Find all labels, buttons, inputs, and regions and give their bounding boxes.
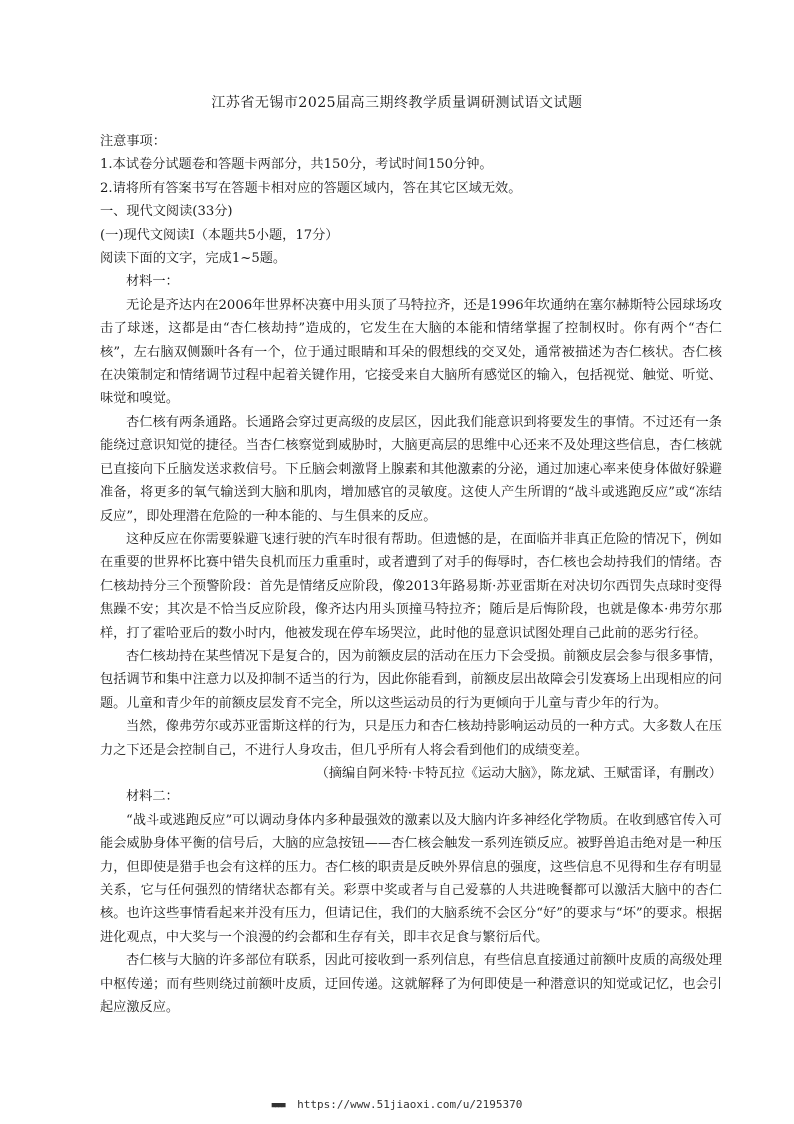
- material1-paragraph: 当然，像弗劳尔或苏亚雷斯这样的行为，只是压力和杏仁核劫持影响运动员的一种方式。大多数人在压力之下还是会控制自己，不进行人身攻击，但几乎所有人将会看到他们的成绩变差。: [100, 719, 722, 758]
- document-title: 江苏省无锡市2025届高三期终教学质量调研测试语文试题: [211, 95, 583, 111]
- material2-paragraph: “战斗或逃跑反应”可以调动身体内多种最强效的激素以及大脑内许多神经化学物质。在收到感官传入可能会威胁身体平衡的信号后，大脑的应急按钮——杏仁核会触发一系列连锁反应。被野兽追击绝对是一种压力，但即使是猎手也会有这样的压力。杏仁核的职责是反映外界信息的强度，这些信息不见得和生存有明显关系，它与任何强烈的情绪状态都有关。彩票中奖或者与自己爱慕的人共进晚餐都可以激活大脑中的杏仁核。也许这些事情看起来并没有压力，但请记住，我们的大脑系统不会区分“好”的要求与“坏”的要求。根据进化观点，中大奖与一个浪漫的约会都和生存有关，即丰衣足食与繁衍后代。: [100, 812, 722, 945]
- subsection-heading: (一)现代文阅读Ⅰ（本题共5小题，17分）: [100, 227, 339, 243]
- reading-instruction: 阅读下面的文字，完成1~5题。: [100, 251, 287, 267]
- material2-label: 材料二：: [126, 789, 179, 805]
- page-footer: [0, 1098, 794, 1111]
- material1-label: 材料一：: [126, 274, 179, 290]
- notice-item-1: 1.本试卷分试题卷和答题卡两部分，共150分，考试时间150分钟。: [100, 157, 493, 173]
- material1-source: （摘编自阿米特·卡特瓦拉《运动大脑》，陈龙斌、王赋雷译，有删改）: [315, 765, 722, 781]
- section-heading: 一、现代文阅读(33分): [100, 204, 233, 220]
- material2-paragraph: 杏仁核与大脑的许多部位有联系，因此可接收到一系列信息，有些信息直接通过前额叶皮质的高级处理中枢传递；而有些则绕过前额叶皮质，迂回传递。这就解释了为何即使是一种潜意识的知觉或记忆，也会引起应激反应。: [100, 953, 722, 1016]
- material1-paragraph: 无论是齐达内在2006年世界杯决赛中用头顶了马特拉齐，还是1996年坎通纳在塞尔赫斯特公园球场攻击了球迷，这都是由“杏仁核劫持”造成的，它发生在大脑的本能和情绪掌握了控制权时。你有两个“杏仁核”，左右脑双侧颞叶各有一个，位于通过眼睛和耳朵的假想线的交叉处，通常被描述为杏仁核状。杏仁核在决策制定和情绪调节过程中起着关键作用，它接受来自大脑所有感觉区的输入，包括视觉、触觉、听觉、味觉和嗅觉。: [100, 297, 722, 407]
- notice-item-2: 2.请将所有答案书写在答题卡相对应的答题区域内，答在其它区域无效。: [100, 180, 522, 196]
- material1-paragraph: 杏仁核有两条通路。长通路会穿过更高级的皮层区，因此我们能意识到将要发生的事情。不过还有一条能绕过意识知觉的捷径。当杏仁核察觉到威胁时，大脑更高层的思维中心还来不及处理这些信息，杏仁核就已直接向下丘脑发送求救信号。下丘脑会刺激肾上腺素和其他激素的分泌，通过加速心率来使身体做好躲避准备，将更多的氧气输送到大脑和肌肉，增加感官的灵敏度。这使人产生所谓的“战斗或逃跑反应”或“冻结反应”，即处理潜在危险的一种本能的、与生俱来的反应。: [100, 414, 722, 524]
- site-logo-icon: ■■■■: [271, 1101, 285, 1109]
- material1-paragraph: 这种反应在你需要躲避飞速行驶的汽车时很有帮助。但遗憾的是，在面临并非真正危险的情况下，例如在重要的世界杯比赛中错失良机而压力重重时，或者遭到了对手的侮辱时，杏仁核也会劫持我们的情绪。杏仁核劫持分三个预警阶段：首先是情绪反应阶段，像2013年路易斯·苏亚雷斯在对决切尔西罚失点球时变得焦躁不安；其次是不恰当反应阶段，像齐达内用头顶撞马特拉齐；随后是后悔阶段，也就是像本·弗劳尔那样，打了霍哈亚后的数小时内，他被发现在停车场哭泣，此时他的显意识试图处理自己此前的恶劣行径。: [100, 531, 722, 641]
- document-body: [100, 130, 722, 1019]
- notice-heading: 注意事项：: [100, 134, 166, 149]
- footer-url-link[interactable]: https://www.51jiaoxi.com/u/2195370: [297, 1098, 523, 1111]
- material1-paragraph: 杏仁核劫持在某些情况下是复合的，因为前额皮层的活动在压力下会受损。前额皮层会参与很多事情，包括调节和集中注意力以及抑制不适当的行为，因此你能看到，前额皮层出故障会引发赛场上出现相应的问题。儿童和青少年的前额皮层发育不完全，所以这些运动员的行为更倾向于儿童与青少年的行为。: [100, 648, 722, 711]
